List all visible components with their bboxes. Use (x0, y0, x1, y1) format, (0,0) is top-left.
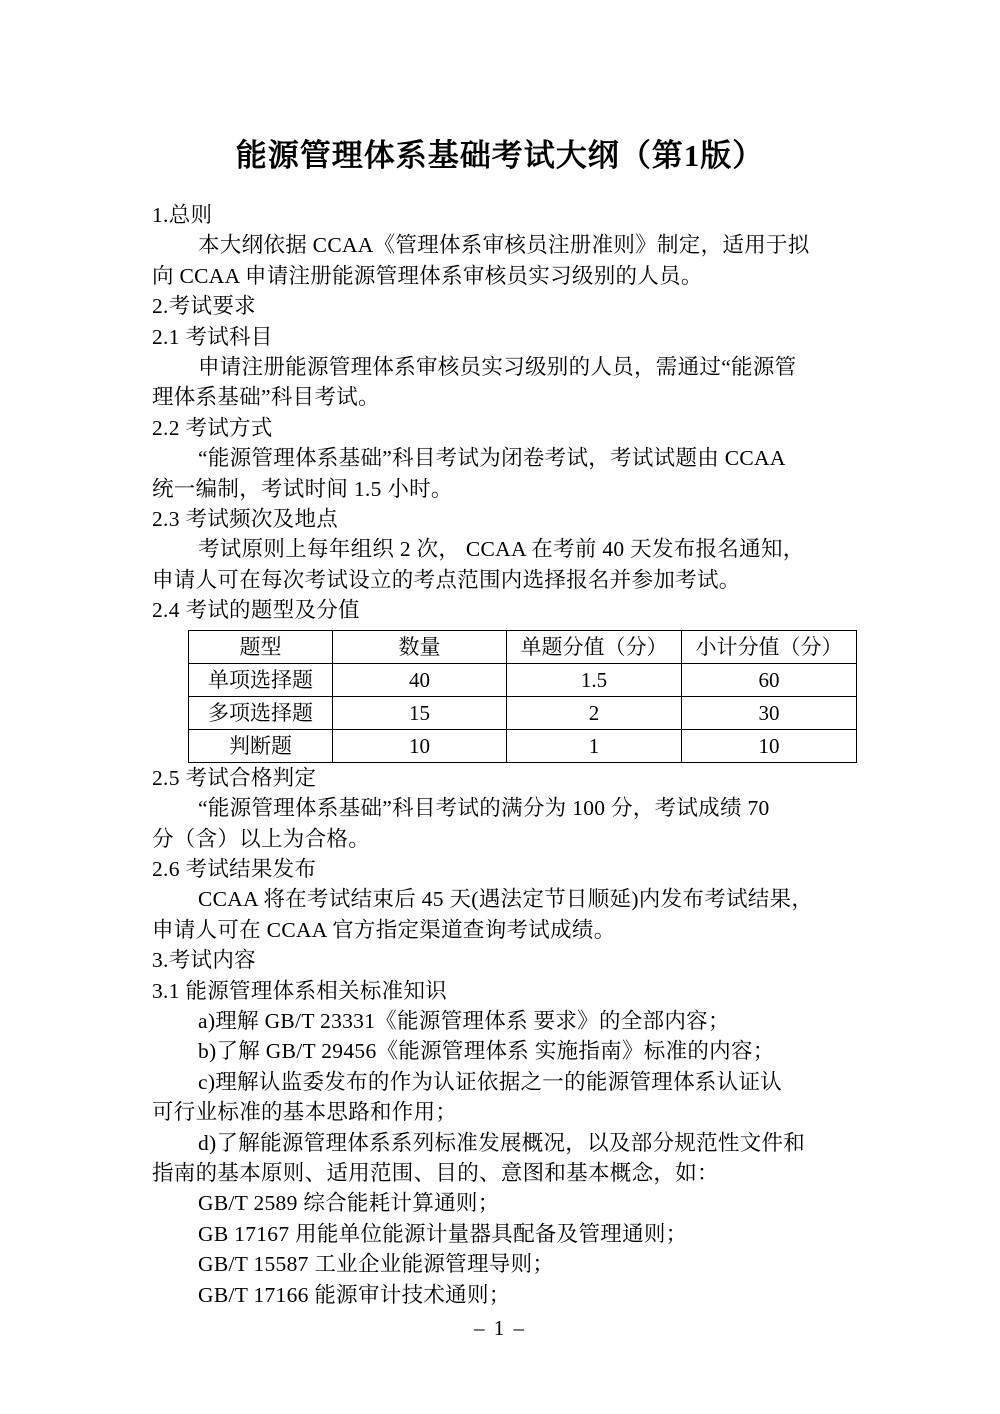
table-cell: 1 (507, 729, 682, 762)
table-cell: 2 (507, 696, 682, 729)
list-item-a: a)理解 GB/T 23331《能源管理体系 要求》的全部内容； (198, 1008, 730, 1033)
table-header-cell: 数量 (333, 630, 507, 663)
section-heading-2: 2.考试要求 (152, 294, 256, 319)
list-item-c-line-1: c)理解认监委发布的作为认证依据之一的能源管理体系认证认 (198, 1069, 783, 1094)
table-header-cell: 题型 (189, 630, 333, 663)
page-footer: – 1 – (474, 1316, 526, 1340)
section-heading-2-5: 2.5 考试合格判定 (152, 765, 317, 790)
table-header-cell: 单题分值（分） (507, 630, 682, 663)
section-2-5-line-2: 分（含）以上为合格。 (152, 826, 371, 851)
standard-reference: GB/T 15587 工业企业能源管理导则； (198, 1252, 555, 1277)
section-heading-2-4: 2.4 考试的题型及分值 (152, 598, 360, 623)
section-heading-2-3: 2.3 考试频次及地点 (152, 507, 339, 532)
table-cell: 10 (682, 729, 857, 762)
table-cell: 60 (682, 663, 857, 696)
page-title: 能源管理体系基础考试大纲（第1版） (235, 138, 765, 173)
section-2-2-line-2: 统一编制，考试时间 1.5 小时。 (152, 476, 453, 501)
section-2-1-line-2: 理体系基础”科目考试。 (152, 385, 380, 410)
section-2-3-line-2: 申请人可在每次考试设立的考点范围内选择报名并参加考试。 (152, 567, 741, 592)
list-item-d-line-1: d)了解能源管理体系系列标准发展概况，以及部分规范性文件和 (198, 1130, 806, 1155)
section-2-2-line-1: “能源管理体系基础”科目考试为闭卷考试，考试试题由 CCAA (198, 446, 786, 471)
section-heading-2-6: 2.6 考试结果发布 (152, 856, 317, 881)
document-body (152, 200, 852, 1310)
section-heading-2-1: 2.1 考试科目 (152, 324, 273, 349)
standard-reference: GB 17167 用能单位能源计量器具配备及管理通则； (198, 1221, 688, 1246)
table-row (189, 696, 857, 729)
list-item-d-line-2: 指南的基本原则、适用范围、目的、意图和基本概念，如： (152, 1160, 719, 1185)
table-cell: 15 (333, 696, 507, 729)
table-cell: 40 (333, 663, 507, 696)
table-row (189, 663, 857, 696)
section-heading-3: 3.考试内容 (152, 948, 256, 973)
table-cell: 单项选择题 (189, 663, 333, 696)
section-heading-3-1: 3.1 能源管理体系相关标准知识 (152, 978, 448, 1003)
table-header-cell: 小计分值（分） (682, 630, 857, 663)
table-header-row (189, 630, 857, 663)
table-cell: 1.5 (507, 663, 682, 696)
table-cell: 10 (333, 729, 507, 762)
section-2-5-line-1: “能源管理体系基础”科目考试的满分为 100 分，考试成绩 70 (198, 796, 770, 821)
table-cell: 30 (682, 696, 857, 729)
list-item-b: b)了解 GB/T 29456《能源管理体系 实施指南》标准的内容； (198, 1039, 775, 1064)
section-2-1-line-1: 申请注册能源管理体系审核员实习级别的人员，需通过“能源管 (198, 355, 797, 380)
section-2-6-line-1: CCAA 将在考试结束后 45 天(遇法定节日顺延)内发布考试结果， (198, 887, 814, 912)
standard-reference: GB/T 2589 综合能耗计算通则； (198, 1191, 500, 1216)
section-1-paragraph-line-2: 向 CCAA 申请注册能源管理体系审核员实习级别的人员。 (152, 263, 703, 288)
section-2-6-line-2: 申请人可在 CCAA 官方指定渠道查询考试成绩。 (152, 917, 616, 942)
exam-question-types-table (188, 630, 857, 763)
section-1-paragraph-line-1: 本大纲依据 CCAA《管理体系审核员注册准则》制定，适用于拟 (198, 233, 810, 258)
table-row (189, 729, 857, 762)
section-2-3-line-1: 考试原则上每年组织 2 次， CCAA 在考前 40 天发布报名通知， (198, 537, 805, 562)
section-heading-1: 1.总则 (152, 203, 213, 227)
standard-reference: GB/T 17166 能源审计技术通则； (198, 1282, 511, 1307)
table-cell: 判断题 (189, 729, 333, 762)
table-cell: 多项选择题 (189, 696, 333, 729)
section-heading-2-2: 2.2 考试方式 (152, 415, 273, 440)
list-item-c-line-2: 可行业标准的基本思路和作用； (152, 1100, 458, 1125)
